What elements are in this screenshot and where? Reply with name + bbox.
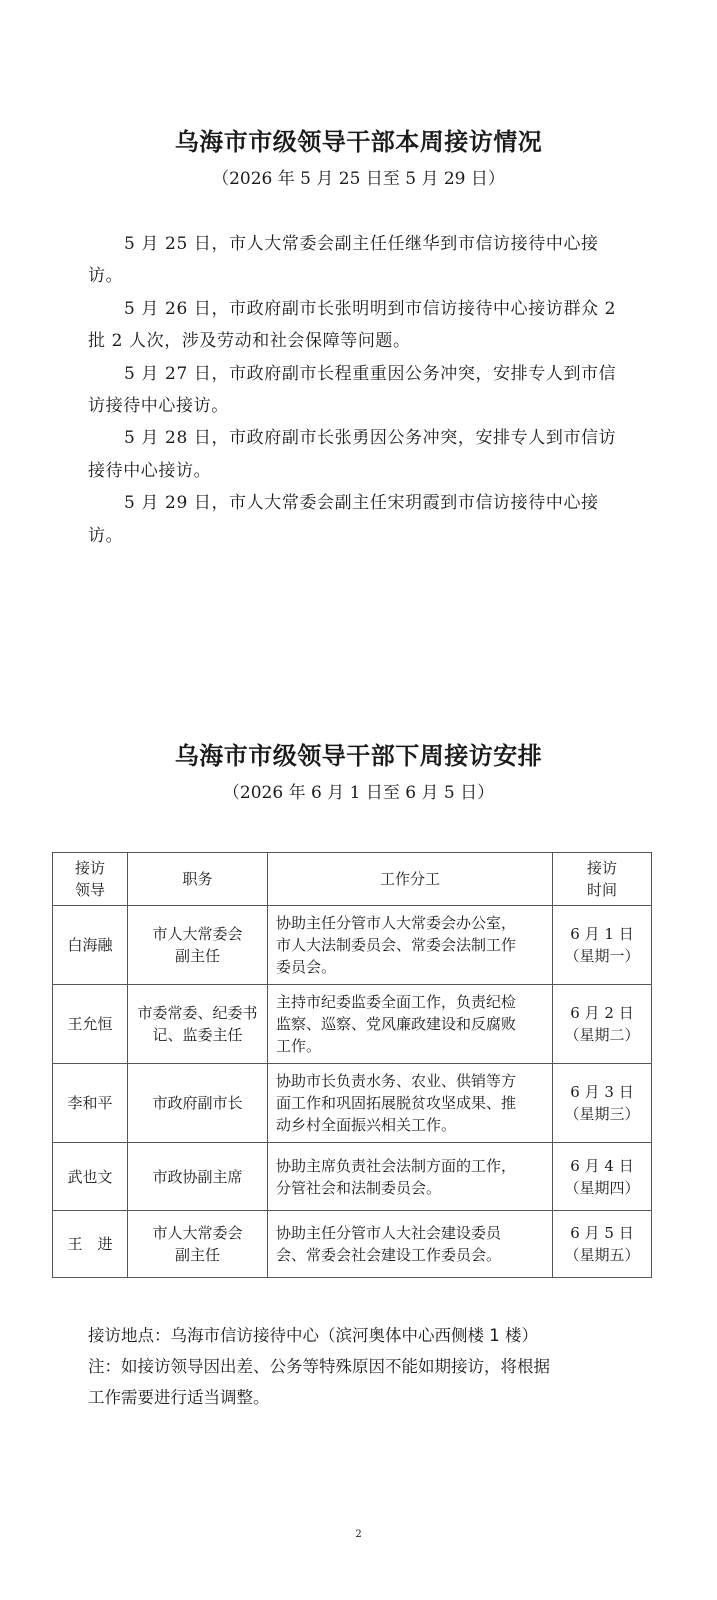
duty-line: 会、常委会社会建设工作委员会。: [276, 1246, 502, 1264]
paragraph-may26: 5 月 26 日，市政府副市长张明明到市信访接待中心接访群众 2 批 2 人次，涉及劳动和社会保障等问题。: [88, 298, 617, 352]
header-leader-line: 接访: [74, 859, 105, 877]
position-line: 副主任: [174, 947, 220, 965]
header-duty: 工作分工: [268, 853, 553, 906]
date-text: 6 月 3 日: [570, 1083, 634, 1101]
table-row: [53, 985, 652, 1064]
date-text: 6 月 5 日: [570, 1224, 634, 1242]
table-row: [53, 1064, 652, 1143]
leader-name: 李和平: [53, 1064, 128, 1143]
leader-name: 王允恒: [53, 985, 128, 1064]
position-cell: [128, 985, 268, 1064]
position-line: 市人大常委会: [152, 925, 243, 943]
notes-block: [88, 1320, 648, 1413]
weekday-text: （星期二）: [564, 1026, 640, 1044]
paragraph-may28: 5 月 28 日，市政府副市长张勇因公务冲突，安排专人到市信访接待中心接访。: [88, 428, 617, 481]
header-time-line: 接访: [586, 859, 617, 877]
header-position: 职务: [128, 853, 268, 906]
duty-cell: [268, 985, 553, 1064]
time-cell: [553, 1143, 652, 1211]
weekday-text: （星期三）: [564, 1105, 640, 1123]
weekday-text: （星期五）: [564, 1246, 640, 1264]
page-number: 2: [355, 1529, 362, 1540]
duty-line: 协助主席负责社会法制方面的工作，: [276, 1156, 517, 1175]
time-cell: [553, 906, 652, 985]
position-cell: [128, 1211, 268, 1278]
paragraph-may27: 5 月 27 日，市政府副市长程重重因公务冲突，安排专人到市信访接待中心接访。: [88, 363, 617, 417]
paragraph-may29: 5 月 29 日，市人大常委会副主任宋玥霞到市信访接待中心接访。: [88, 493, 599, 546]
position-line: 副主任: [174, 1246, 220, 1264]
time-cell: [553, 1211, 652, 1278]
weekday-text: （星期一）: [564, 947, 640, 965]
position-line: 记、监委主任: [152, 1026, 243, 1044]
position-cell: [128, 1064, 268, 1143]
duty-cell: [268, 1143, 553, 1211]
section1-subtitle: （2026 年 5 月 25 日至 5 月 29 日）: [212, 169, 505, 189]
position-line: 市委常委、纪委书: [137, 1004, 258, 1022]
duty-cell: [268, 906, 553, 985]
paragraph-may25: 5 月 25 日，市人大常委会副主任任继华到市信访接待中心接访。: [88, 234, 599, 287]
table-row: [53, 1143, 652, 1211]
header-leader: [53, 853, 128, 906]
duty-line: 协助主任分管市人大常委会办公室，: [276, 914, 517, 932]
time-cell: [553, 1064, 652, 1143]
position-line: 市政协副主席: [152, 1167, 243, 1186]
position-line: 市政府副市长: [152, 1094, 243, 1112]
date-text: 6 月 2 日: [570, 1004, 634, 1022]
duty-line: 面工作和巩固拓展脱贫攻坚成果、推: [276, 1094, 517, 1112]
position-line: 市人大常委会: [152, 1224, 243, 1242]
note-line: 工作需要进行适当调整。: [88, 1388, 270, 1407]
section2-subtitle: （2026 年 6 月 1 日至 6 月 5 日）: [222, 783, 495, 803]
leader-name: 武也文: [53, 1143, 128, 1211]
leader-name: 王 进: [53, 1211, 128, 1278]
duty-line: 动乡村全面振兴相关工作。: [276, 1116, 457, 1134]
table-row: [53, 1211, 652, 1278]
header-time: [553, 853, 652, 906]
note-line: 注：如接访领导因出差、公务等特殊原因不能如期接访，将根据: [88, 1357, 550, 1376]
section2-title: 乌海市市级领导干部下周接访安排: [174, 742, 543, 770]
date-text: 6 月 4 日: [570, 1156, 634, 1175]
duty-line: 工作。: [276, 1037, 322, 1055]
schedule-table: [52, 852, 652, 1278]
time-cell: [553, 985, 652, 1064]
duty-line: 委员会。: [276, 958, 337, 976]
header-leader-line: 领导: [74, 881, 105, 899]
position-cell: [128, 906, 268, 985]
duty-line: 市人大法制委员会、常委会法制工作: [276, 936, 517, 954]
weekday-text: （星期四）: [564, 1178, 640, 1197]
duty-line: 监察、巡察、党风廉政建设和反腐败: [276, 1015, 517, 1033]
duty-line: 协助市长负责水务、农业、供销等方: [276, 1072, 517, 1090]
position-cell: [128, 1143, 268, 1211]
date-text: 6 月 1 日: [570, 925, 634, 943]
section1-paragraphs: [88, 228, 628, 552]
leader-name: 白海融: [53, 906, 128, 985]
table-row: [53, 906, 652, 985]
duty-line: 分管社会和法制委员会。: [276, 1178, 442, 1197]
duty-cell: [268, 1064, 553, 1143]
duty-line: 主持市纪委监委全面工作，负责纪检: [276, 993, 517, 1011]
duty-line: 协助主任分管市人大社会建设委员: [276, 1224, 502, 1242]
table-header-row: [53, 853, 652, 906]
section1-title: 乌海市市级领导干部本周接访情况: [174, 128, 543, 156]
reception-location: 接访地点：乌海市信访接待中心（滨河奥体中心西侧楼 1 楼）: [88, 1326, 538, 1345]
header-time-line: 时间: [586, 881, 617, 899]
duty-cell: [268, 1211, 553, 1278]
